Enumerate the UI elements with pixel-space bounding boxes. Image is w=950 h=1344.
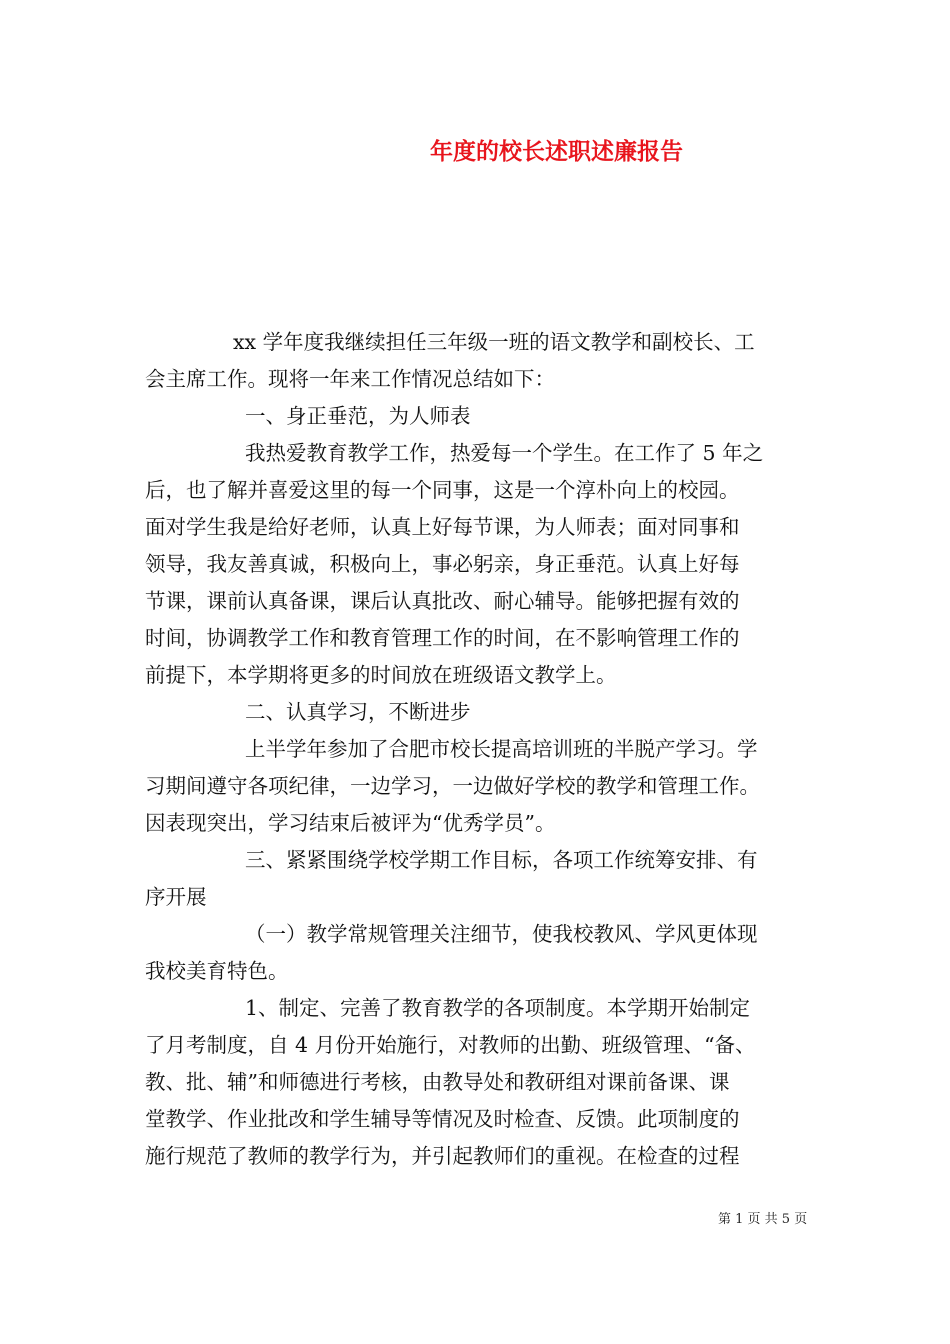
text-line: 时间，协调教学工作和教育管理工作的时间，在不影响管理工作的 [145,626,740,650]
text-line: 习期间遵守各项纪律，一边学习，一边做好学校的教学和管理工作。 [145,774,760,798]
text-line: 堂教学、作业批改和学生辅导等情况及时检查、反馈。此项制度的 [145,1107,740,1131]
text-line: 二、认真学习，不断进步 [245,700,471,724]
page-number: 第 1 页 共 5 页 [718,1212,808,1227]
text-line: 三、紧紧围绕学校学期工作目标，各项工作统筹安排、有 [245,848,758,872]
text-line: 了月考制度，自 4 月份开始施行，对教师的出勤、班级管理、“备、 [145,1033,756,1057]
text-line: 前提下，本学期将更多的时间放在班级语文教学上。 [145,663,617,687]
document-title: 年度的校长述职述廉报告 [430,138,683,165]
text-line: 节课，课前认真备课，课后认真批改、耐心辅导。能够把握有效的 [145,589,740,613]
text-line: 上半学年参加了合肥市校长提高培训班的半脱产学习。学 [245,737,758,761]
text-line: 领导，我友善真诚，积极向上，事必躬亲，身正垂范。认真上好每 [145,552,740,576]
text-line: （一）教学常规管理关注细节，使我校教风、学风更体现 [245,922,758,946]
text-line: xx 学年度我继续担任三年级一班的语文教学和副校长、工 [233,330,755,354]
text-line: 我热爱教育教学工作，热爱每一个学生。在工作了 5 年之 [245,441,764,465]
text-line: 因表现突出，学习结束后被评为“优秀学员”。 [145,811,556,835]
text-line: 会主席工作。现将一年来工作情况总结如下： [145,367,555,391]
text-line: 我校美育特色。 [145,959,289,983]
text-line: 面对学生我是给好老师，认真上好每节课，为人师表；面对同事和 [145,515,740,539]
text-line: 序开展 [145,885,207,909]
text-line: 1、制定、完善了教育教学的各项制度。本学期开始制定 [245,996,751,1020]
text-line: 教、批、辅”和师德进行考核，由教导处和教研组对课前备课、课 [145,1070,730,1094]
text-line: 后，也了解并喜爱这里的每一个同事，这是一个淳朴向上的校园。 [145,478,740,502]
document-body [145,324,809,1175]
text-line: 施行规范了教师的教学行为，并引起教师们的重视。在检查的过程 [145,1144,740,1168]
text-line: 一、身正垂范，为人师表 [245,404,471,428]
